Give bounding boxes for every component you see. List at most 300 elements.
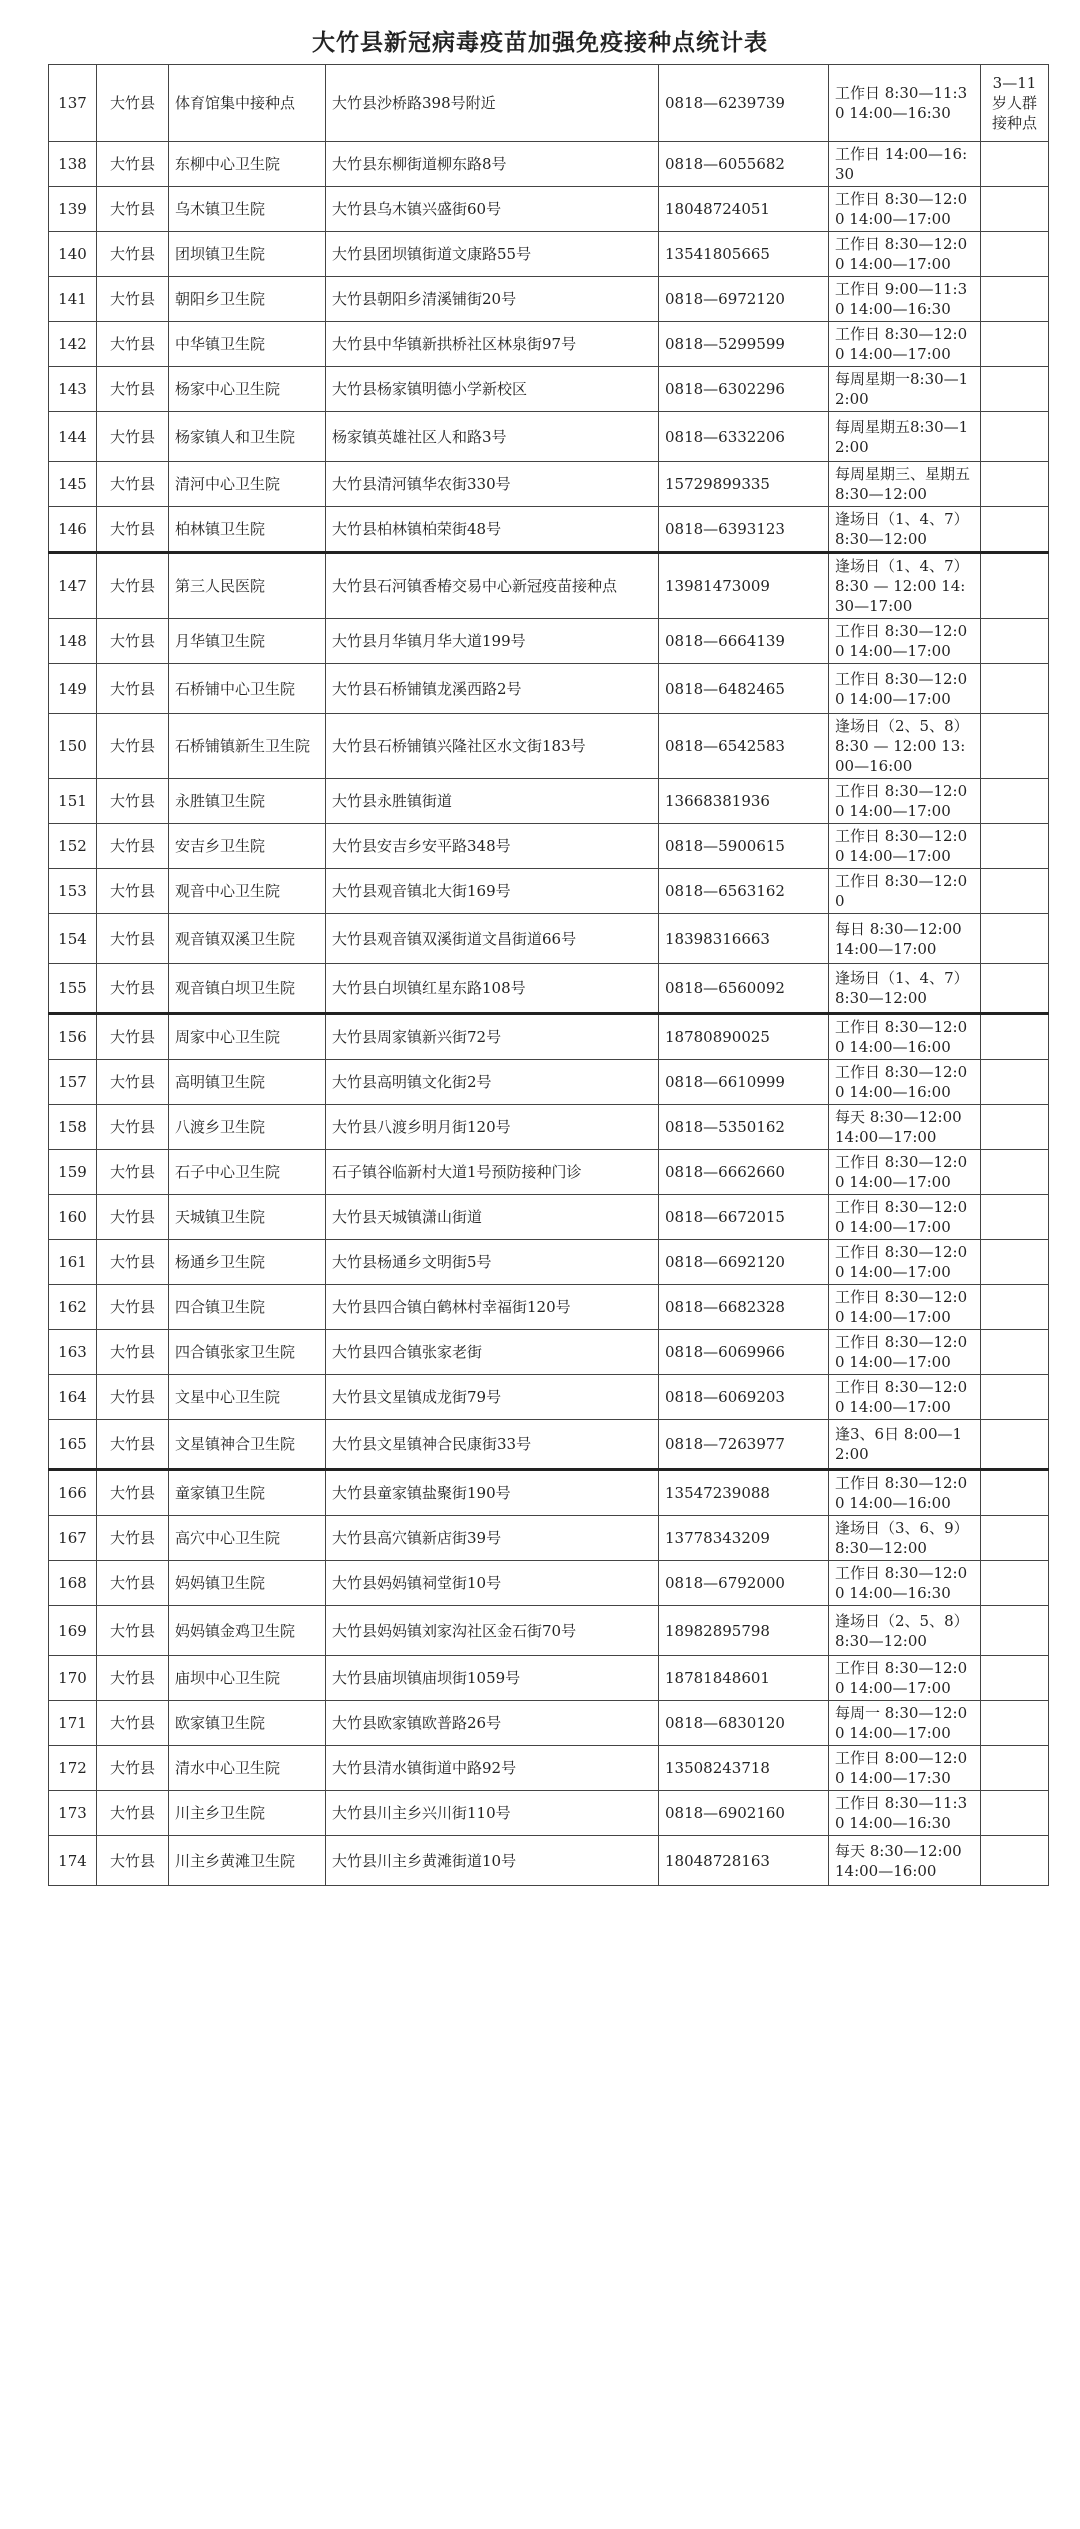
phone-cell: 0818—6672015 (659, 1195, 829, 1240)
site-name-cell: 石子中心卫生院 (169, 1150, 326, 1195)
address-cell: 大竹县妈妈镇刘家沟社区金石街70号 (326, 1606, 659, 1656)
table-row (49, 187, 1049, 232)
vaccination-site-table (48, 64, 1049, 1886)
note-cell: 3—11岁人群接种点 (981, 65, 1049, 142)
county-cell: 大竹县 (97, 1150, 169, 1195)
site-name-cell: 八渡乡卫生院 (169, 1105, 326, 1150)
hours-cell: 工作日 8:30—12:00 14:00—17:00 (829, 232, 981, 277)
row-number: 169 (49, 1606, 97, 1656)
note-cell (981, 462, 1049, 507)
site-name-cell: 高穴中心卫生院 (169, 1516, 326, 1561)
address-cell: 大竹县周家镇新兴街72号 (326, 1014, 659, 1060)
county-cell: 大竹县 (97, 714, 169, 779)
county-cell: 大竹县 (97, 187, 169, 232)
county-cell: 大竹县 (97, 1060, 169, 1105)
site-name-cell: 高明镇卫生院 (169, 1060, 326, 1105)
hours-cell: 工作日 8:30—12:00 14:00—17:00 (829, 1285, 981, 1330)
hours-cell: 工作日 8:30—12:00 14:00—16:00 (829, 1060, 981, 1105)
row-number: 168 (49, 1561, 97, 1606)
row-number: 165 (49, 1420, 97, 1470)
county-cell: 大竹县 (97, 1791, 169, 1836)
table-row (49, 1420, 1049, 1470)
county-cell: 大竹县 (97, 664, 169, 714)
note-cell (981, 277, 1049, 322)
address-cell: 大竹县石桥铺镇龙溪西路2号 (326, 664, 659, 714)
note-cell (981, 1195, 1049, 1240)
phone-cell: 0818—6069203 (659, 1375, 829, 1420)
hours-cell: 工作日 8:30—12:00 14:00—17:00 (829, 1656, 981, 1701)
hours-cell: 工作日 8:30—12:00 (829, 869, 981, 914)
address-cell: 大竹县欧家镇欧普路26号 (326, 1701, 659, 1746)
hours-cell: 工作日 8:30—11:30 14:00—16:30 (829, 1791, 981, 1836)
address-cell: 大竹县乌木镇兴盛街60号 (326, 187, 659, 232)
note-cell (981, 322, 1049, 367)
county-cell: 大竹县 (97, 1240, 169, 1285)
note-cell (981, 619, 1049, 664)
table-row (49, 964, 1049, 1014)
table-row (49, 1285, 1049, 1330)
site-name-cell: 观音镇白坝卫生院 (169, 964, 326, 1014)
address-cell: 大竹县川主乡兴川街110号 (326, 1791, 659, 1836)
phone-cell: 13508243718 (659, 1746, 829, 1791)
table-row (49, 1701, 1049, 1746)
phone-cell: 0818—5900615 (659, 824, 829, 869)
table-row (49, 664, 1049, 714)
table-row (49, 367, 1049, 412)
note-cell (981, 1014, 1049, 1060)
row-number: 161 (49, 1240, 97, 1285)
table-row (49, 65, 1049, 142)
phone-cell: 0818—6055682 (659, 142, 829, 187)
table-row (49, 1240, 1049, 1285)
hours-cell: 工作日 8:30—12:00 14:00—17:00 (829, 1195, 981, 1240)
table-row (49, 1656, 1049, 1701)
county-cell: 大竹县 (97, 412, 169, 462)
county-cell: 大竹县 (97, 65, 169, 142)
hours-cell: 工作日 8:30—12:00 14:00—17:00 (829, 1375, 981, 1420)
table-row (49, 824, 1049, 869)
table-row (49, 1330, 1049, 1375)
site-name-cell: 石桥铺中心卫生院 (169, 664, 326, 714)
phone-cell: 0818—7263977 (659, 1420, 829, 1470)
row-number: 154 (49, 914, 97, 964)
site-name-cell: 杨通乡卫生院 (169, 1240, 326, 1285)
table-row (49, 412, 1049, 462)
site-name-cell: 妈妈镇金鸡卫生院 (169, 1606, 326, 1656)
site-name-cell: 文星中心卫生院 (169, 1375, 326, 1420)
hours-cell: 工作日 14:00—16:30 (829, 142, 981, 187)
table-row (49, 914, 1049, 964)
address-cell: 大竹县天城镇潇山街道 (326, 1195, 659, 1240)
row-number: 150 (49, 714, 97, 779)
address-cell: 大竹县柏林镇柏荣街48号 (326, 507, 659, 553)
table-row (49, 714, 1049, 779)
table-row (49, 1836, 1049, 1886)
table-row (49, 142, 1049, 187)
note-cell (981, 1561, 1049, 1606)
row-number: 138 (49, 142, 97, 187)
note-cell (981, 714, 1049, 779)
address-cell: 大竹县永胜镇街道 (326, 779, 659, 824)
note-cell (981, 412, 1049, 462)
site-name-cell: 石桥铺镇新生卫生院 (169, 714, 326, 779)
hours-cell: 工作日 8:30—12:00 14:00—17:00 (829, 779, 981, 824)
address-cell: 大竹县四合镇白鹤林村幸福街120号 (326, 1285, 659, 1330)
hours-cell: 逢场日（1、4、7）8:30—12:00 (829, 507, 981, 553)
table-row (49, 779, 1049, 824)
address-cell: 大竹县东柳街道柳东路8号 (326, 142, 659, 187)
note-cell (981, 553, 1049, 619)
row-number: 143 (49, 367, 97, 412)
phone-cell: 0818—6332206 (659, 412, 829, 462)
row-number: 147 (49, 553, 97, 619)
page-title: 大竹县新冠病毒疫苗加强免疫接种点统计表 (312, 30, 768, 56)
note-cell (981, 187, 1049, 232)
county-cell: 大竹县 (97, 1746, 169, 1791)
hours-cell: 逢场日（2、5、8）8:30 — 12:00 13:00—16:00 (829, 714, 981, 779)
row-number: 139 (49, 187, 97, 232)
site-name-cell: 观音中心卫生院 (169, 869, 326, 914)
site-name-cell: 朝阳乡卫生院 (169, 277, 326, 322)
row-number: 156 (49, 1014, 97, 1060)
phone-cell: 13778343209 (659, 1516, 829, 1561)
note-cell (981, 232, 1049, 277)
phone-cell: 15729899335 (659, 462, 829, 507)
row-number: 157 (49, 1060, 97, 1105)
table-row (49, 1746, 1049, 1791)
county-cell: 大竹县 (97, 914, 169, 964)
site-name-cell: 杨家中心卫生院 (169, 367, 326, 412)
county-cell: 大竹县 (97, 277, 169, 322)
table-row (49, 232, 1049, 277)
address-cell: 大竹县文星镇神合民康街33号 (326, 1420, 659, 1470)
address-cell: 大竹县八渡乡明月街120号 (326, 1105, 659, 1150)
note-cell (981, 964, 1049, 1014)
hours-cell: 逢场日（3、6、9）8:30—12:00 (829, 1516, 981, 1561)
phone-cell: 0818—6692120 (659, 1240, 829, 1285)
hours-cell: 工作日 8:30—12:00 14:00—17:00 (829, 322, 981, 367)
phone-cell: 0818—6682328 (659, 1285, 829, 1330)
address-cell: 大竹县月华镇月华大道199号 (326, 619, 659, 664)
note-cell (981, 1105, 1049, 1150)
hours-cell: 逢场日（2、5、8）8:30—12:00 (829, 1606, 981, 1656)
note-cell (981, 1470, 1049, 1516)
phone-cell: 0818—6563162 (659, 869, 829, 914)
address-cell: 大竹县清水镇街道中路92号 (326, 1746, 659, 1791)
note-cell (981, 142, 1049, 187)
note-cell (981, 1150, 1049, 1195)
row-number: 137 (49, 65, 97, 142)
note-cell (981, 1240, 1049, 1285)
row-number: 171 (49, 1701, 97, 1746)
row-number: 140 (49, 232, 97, 277)
county-cell: 大竹县 (97, 824, 169, 869)
note-cell (981, 869, 1049, 914)
address-cell: 大竹县朝阳乡清溪铺街20号 (326, 277, 659, 322)
site-name-cell: 天城镇卫生院 (169, 1195, 326, 1240)
site-name-cell: 中华镇卫生院 (169, 322, 326, 367)
county-cell: 大竹县 (97, 869, 169, 914)
address-cell: 大竹县四合镇张家老街 (326, 1330, 659, 1375)
phone-cell: 0818—6393123 (659, 507, 829, 553)
site-name-cell: 欧家镇卫生院 (169, 1701, 326, 1746)
row-number: 162 (49, 1285, 97, 1330)
site-name-cell: 安吉乡卫生院 (169, 824, 326, 869)
table-row (49, 1150, 1049, 1195)
hours-cell: 每周星期一8:30—12:00 (829, 367, 981, 412)
address-cell: 大竹县妈妈镇祠堂街10号 (326, 1561, 659, 1606)
note-cell (981, 1516, 1049, 1561)
county-cell: 大竹县 (97, 964, 169, 1014)
county-cell: 大竹县 (97, 322, 169, 367)
note-cell (981, 1375, 1049, 1420)
address-cell: 大竹县观音镇双溪街道文昌街道66号 (326, 914, 659, 964)
table-row (49, 1060, 1049, 1105)
hours-cell: 逢3、6日 8:00—12:00 (829, 1420, 981, 1470)
row-number: 149 (49, 664, 97, 714)
address-cell: 大竹县童家镇盐聚街190号 (326, 1470, 659, 1516)
row-number: 142 (49, 322, 97, 367)
address-cell: 大竹县石河镇香椿交易中心新冠疫苗接种点 (326, 553, 659, 619)
row-number: 167 (49, 1516, 97, 1561)
county-cell: 大竹县 (97, 462, 169, 507)
hours-cell: 每天 8:30—12:00 14:00—16:00 (829, 1836, 981, 1886)
phone-cell: 0818—6482465 (659, 664, 829, 714)
phone-cell: 18780890025 (659, 1014, 829, 1060)
row-number: 173 (49, 1791, 97, 1836)
hours-cell: 每周星期三、星期五 8:30—12:00 (829, 462, 981, 507)
note-cell (981, 1701, 1049, 1746)
hours-cell: 工作日 8:30—12:00 14:00—17:00 (829, 664, 981, 714)
hours-cell: 工作日 8:30—12:00 14:00—16:00 (829, 1470, 981, 1516)
row-number: 146 (49, 507, 97, 553)
note-cell (981, 1420, 1049, 1470)
hours-cell: 工作日 8:30—12:00 14:00—17:00 (829, 187, 981, 232)
county-cell: 大竹县 (97, 1701, 169, 1746)
site-name-cell: 川主乡黄滩卫生院 (169, 1836, 326, 1886)
hours-cell: 每周一 8:30—12:00 14:00—17:00 (829, 1701, 981, 1746)
hours-cell: 工作日 8:30—12:00 14:00—16:30 (829, 1561, 981, 1606)
note-cell (981, 1285, 1049, 1330)
site-name-cell: 妈妈镇卫生院 (169, 1561, 326, 1606)
phone-cell: 13668381936 (659, 779, 829, 824)
note-cell (981, 1606, 1049, 1656)
hours-cell: 工作日 8:30—12:00 14:00—17:00 (829, 1330, 981, 1375)
row-number: 164 (49, 1375, 97, 1420)
row-number: 148 (49, 619, 97, 664)
hours-cell: 工作日 8:30—12:00 14:00—17:00 (829, 1240, 981, 1285)
site-name-cell: 周家中心卫生院 (169, 1014, 326, 1060)
phone-cell: 0818—6902160 (659, 1791, 829, 1836)
county-cell: 大竹县 (97, 1420, 169, 1470)
site-name-cell: 东柳中心卫生院 (169, 142, 326, 187)
row-number: 152 (49, 824, 97, 869)
row-number: 160 (49, 1195, 97, 1240)
hours-cell: 工作日 9:00—11:30 14:00—16:30 (829, 277, 981, 322)
phone-cell: 0818—6830120 (659, 1701, 829, 1746)
county-cell: 大竹县 (97, 1516, 169, 1561)
county-cell: 大竹县 (97, 1330, 169, 1375)
note-cell (981, 824, 1049, 869)
hours-cell: 工作日 8:30—12:00 14:00—16:00 (829, 1014, 981, 1060)
address-cell: 石子镇谷临新村大道1号预防接种门诊 (326, 1150, 659, 1195)
site-name-cell: 乌木镇卫生院 (169, 187, 326, 232)
hours-cell: 每天 8:30—12:00 14:00—17:00 (829, 1105, 981, 1150)
address-cell: 大竹县中华镇新拱桥社区林泉街97号 (326, 322, 659, 367)
county-cell: 大竹县 (97, 1285, 169, 1330)
county-cell: 大竹县 (97, 1105, 169, 1150)
site-name-cell: 清河中心卫生院 (169, 462, 326, 507)
row-number: 141 (49, 277, 97, 322)
phone-cell: 0818—6662660 (659, 1150, 829, 1195)
phone-cell: 18398316663 (659, 914, 829, 964)
address-cell: 大竹县团坝镇街道文康路55号 (326, 232, 659, 277)
phone-cell: 0818—6972120 (659, 277, 829, 322)
note-cell (981, 664, 1049, 714)
address-cell: 大竹县沙桥路398号附近 (326, 65, 659, 142)
site-name-cell: 第三人民医院 (169, 553, 326, 619)
phone-cell: 0818—6792000 (659, 1561, 829, 1606)
county-cell: 大竹县 (97, 1656, 169, 1701)
table-row (49, 322, 1049, 367)
phone-cell: 0818—6302296 (659, 367, 829, 412)
note-cell (981, 914, 1049, 964)
row-number: 151 (49, 779, 97, 824)
county-cell: 大竹县 (97, 779, 169, 824)
row-number: 153 (49, 869, 97, 914)
table-row (49, 1195, 1049, 1240)
table-body (49, 65, 1049, 1886)
site-name-cell: 观音镇双溪卫生院 (169, 914, 326, 964)
hours-cell: 逢场日（1、4、7）8:30—12:00 (829, 964, 981, 1014)
table-row (49, 1470, 1049, 1516)
county-cell: 大竹县 (97, 1606, 169, 1656)
county-cell: 大竹县 (97, 367, 169, 412)
hours-cell: 工作日 8:00—12:00 14:00—17:30 (829, 1746, 981, 1791)
phone-cell: 0818—5350162 (659, 1105, 829, 1150)
address-cell: 大竹县安吉乡安平路348号 (326, 824, 659, 869)
county-cell: 大竹县 (97, 553, 169, 619)
phone-cell: 0818—5299599 (659, 322, 829, 367)
address-cell: 大竹县高明镇文化街2号 (326, 1060, 659, 1105)
county-cell: 大竹县 (97, 1836, 169, 1886)
site-name-cell: 川主乡卫生院 (169, 1791, 326, 1836)
address-cell: 大竹县庙坝镇庙坝街1059号 (326, 1656, 659, 1701)
table-row (49, 277, 1049, 322)
row-number: 144 (49, 412, 97, 462)
row-number: 172 (49, 1746, 97, 1791)
table-row (49, 1606, 1049, 1656)
county-cell: 大竹县 (97, 232, 169, 277)
address-cell: 大竹县观音镇北大街169号 (326, 869, 659, 914)
address-cell: 大竹县石桥铺镇兴隆社区水文街183号 (326, 714, 659, 779)
hours-cell: 工作日 8:30—12:00 14:00—17:00 (829, 1150, 981, 1195)
table-row (49, 1105, 1049, 1150)
note-cell (981, 367, 1049, 412)
row-number: 159 (49, 1150, 97, 1195)
row-number: 158 (49, 1105, 97, 1150)
site-name-cell: 月华镇卫生院 (169, 619, 326, 664)
phone-cell: 18048724051 (659, 187, 829, 232)
address-cell: 大竹县高穴镇新店街39号 (326, 1516, 659, 1561)
address-cell: 大竹县文星镇成龙街79号 (326, 1375, 659, 1420)
table-row (49, 1375, 1049, 1420)
phone-cell: 13541805665 (659, 232, 829, 277)
hours-cell: 工作日 8:30—12:00 14:00—17:00 (829, 824, 981, 869)
note-cell (981, 1656, 1049, 1701)
site-name-cell: 团坝镇卫生院 (169, 232, 326, 277)
row-number: 170 (49, 1656, 97, 1701)
phone-cell: 0818—6542583 (659, 714, 829, 779)
row-number: 166 (49, 1470, 97, 1516)
site-name-cell: 四合镇张家卫生院 (169, 1330, 326, 1375)
table-row (49, 507, 1049, 553)
county-cell: 大竹县 (97, 142, 169, 187)
table-row (49, 553, 1049, 619)
note-cell (981, 1791, 1049, 1836)
table-row (49, 1014, 1049, 1060)
address-cell: 大竹县川主乡黄滩街道10号 (326, 1836, 659, 1886)
phone-cell: 18048728163 (659, 1836, 829, 1886)
table-row (49, 1516, 1049, 1561)
hours-cell: 每周星期五8:30—12:00 (829, 412, 981, 462)
county-cell: 大竹县 (97, 619, 169, 664)
address-cell: 大竹县杨家镇明德小学新校区 (326, 367, 659, 412)
phone-cell: 0818—6069966 (659, 1330, 829, 1375)
address-cell: 大竹县清河镇华农街330号 (326, 462, 659, 507)
county-cell: 大竹县 (97, 507, 169, 553)
site-name-cell: 庙坝中心卫生院 (169, 1656, 326, 1701)
phone-cell: 0818—6610999 (659, 1060, 829, 1105)
row-number: 145 (49, 462, 97, 507)
site-name-cell: 童家镇卫生院 (169, 1470, 326, 1516)
phone-cell: 18982895798 (659, 1606, 829, 1656)
address-cell: 大竹县杨通乡文明街5号 (326, 1240, 659, 1285)
table-row (49, 1791, 1049, 1836)
note-cell (981, 507, 1049, 553)
phone-cell: 0818—6560092 (659, 964, 829, 1014)
phone-cell: 18781848601 (659, 1656, 829, 1701)
phone-cell: 0818—6664139 (659, 619, 829, 664)
row-number: 174 (49, 1836, 97, 1886)
address-cell: 杨家镇英雄社区人和路3号 (326, 412, 659, 462)
site-name-cell: 四合镇卫生院 (169, 1285, 326, 1330)
hours-cell: 逢场日（1、4、7）8:30 — 12:00 14:30—17:00 (829, 553, 981, 619)
county-cell: 大竹县 (97, 1470, 169, 1516)
phone-cell: 0818—6239739 (659, 65, 829, 142)
county-cell: 大竹县 (97, 1195, 169, 1240)
phone-cell: 13547239088 (659, 1470, 829, 1516)
site-name-cell: 永胜镇卫生院 (169, 779, 326, 824)
phone-cell: 13981473009 (659, 553, 829, 619)
county-cell: 大竹县 (97, 1375, 169, 1420)
site-name-cell: 杨家镇人和卫生院 (169, 412, 326, 462)
hours-cell: 工作日 8:30—12:00 14:00—17:00 (829, 619, 981, 664)
row-number: 163 (49, 1330, 97, 1375)
table-row (49, 1561, 1049, 1606)
county-cell: 大竹县 (97, 1014, 169, 1060)
note-cell (981, 1836, 1049, 1886)
table-row (49, 869, 1049, 914)
row-number: 155 (49, 964, 97, 1014)
site-name-cell: 清水中心卫生院 (169, 1746, 326, 1791)
site-name-cell: 柏林镇卫生院 (169, 507, 326, 553)
hours-cell: 每日 8:30—12:00 14:00—17:00 (829, 914, 981, 964)
note-cell (981, 1060, 1049, 1105)
county-cell: 大竹县 (97, 1561, 169, 1606)
site-name-cell: 文星镇神合卫生院 (169, 1420, 326, 1470)
site-name-cell: 体育馆集中接种点 (169, 65, 326, 142)
